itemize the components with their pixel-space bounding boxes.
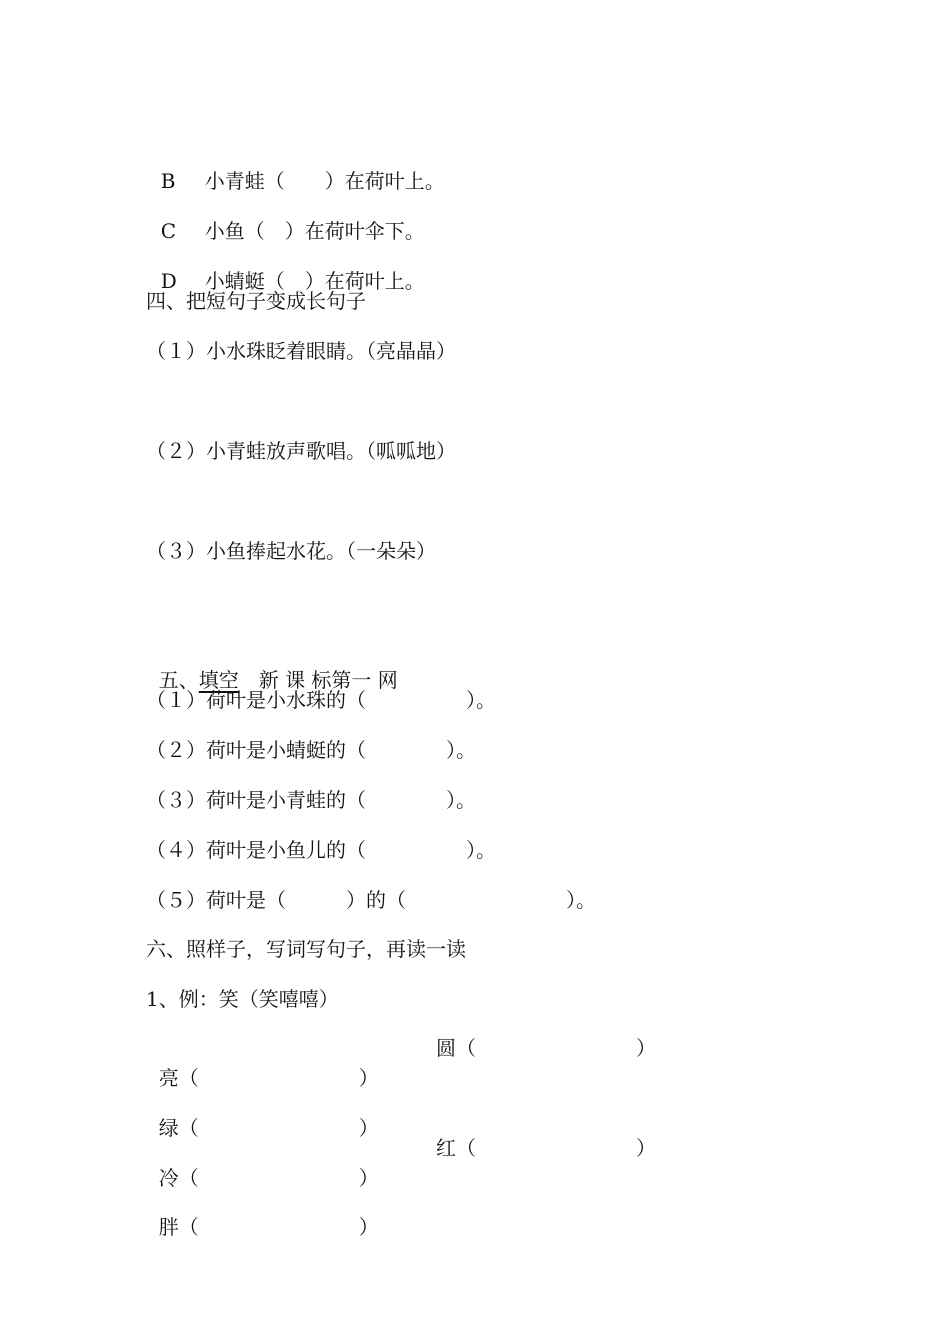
option-text: 小蜻蜓（ ）在荷叶上。 — [204, 269, 425, 293]
section-4-heading: 四、把短句子变成长句子 — [146, 289, 366, 313]
option-text: 小青蛙（ ）在荷叶上。 — [204, 169, 445, 193]
row-left: 胖（ ） — [158, 1215, 379, 1239]
section-5-item-4: （４）荷叶是小鱼儿的（ ）。 — [146, 838, 496, 862]
heading-prefix: 五、 — [158, 668, 199, 692]
section-5-item-1: （１）荷叶是小水珠的（ ）。 — [146, 688, 496, 712]
option-c — [146, 186, 425, 243]
section-5-item-5: （５）荷叶是（ ）的（ ）。 — [146, 888, 596, 912]
row-right: 红（ ） — [436, 1136, 656, 1160]
heading-suffix: 新 课 标第一 网 — [238, 668, 398, 692]
section-6-row-3 — [146, 1133, 656, 1190]
option-text: 小鱼（ ）在荷叶伞下。 — [204, 219, 425, 243]
row-left: 亮（ ） — [158, 1066, 379, 1090]
section-5-heading — [146, 635, 398, 692]
row-left: 冷（ ） — [158, 1166, 379, 1190]
section-6-example: 1、例：笑（笑嘻嘻） — [146, 987, 339, 1011]
section-4-item-1: （１）小水珠眨着眼睛。（亮晶晶） — [146, 339, 456, 363]
section-6-row-4 — [146, 1182, 379, 1239]
section-5-item-2: （２）荷叶是小蜻蜓的（ ）。 — [146, 738, 476, 762]
section-6-heading: 六、照样子，写词写句子，再读一读 — [146, 937, 466, 961]
option-letter: C — [160, 219, 177, 243]
section-6-row-2 — [146, 1083, 379, 1140]
section-5-item-3: （３）荷叶是小青蛙的（ ）。 — [146, 788, 476, 812]
row-left: 绿（ ） — [158, 1116, 379, 1140]
row-right: 圆（ ） — [436, 1036, 656, 1060]
section-4-item-3: （３）小鱼捧起水花。（一朵朵） — [146, 539, 436, 563]
section-6-row-1 — [146, 1033, 656, 1090]
option-letter: B — [160, 169, 176, 193]
option-b — [146, 136, 445, 193]
option-letter: D — [160, 269, 177, 293]
option-d — [146, 236, 425, 293]
section-4-item-2: （２）小青蛙放声歌唱。（呱呱地） — [146, 439, 456, 463]
heading-underlined: 填空 — [198, 668, 239, 692]
